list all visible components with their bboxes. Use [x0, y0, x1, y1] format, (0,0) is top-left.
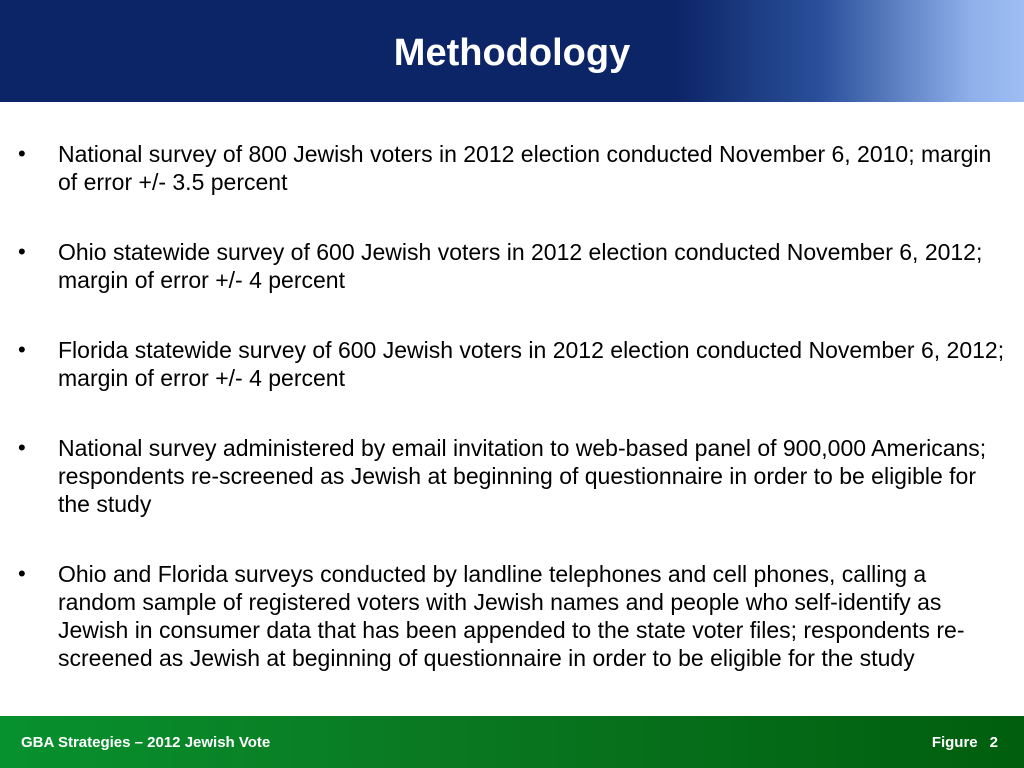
figure-label	[932, 733, 998, 753]
bullet-icon: •	[18, 239, 26, 264]
figure-number: 2	[989, 734, 998, 751]
bullet-icon: •	[18, 561, 26, 586]
footer-source: GBA Strategies – 2012 Jewish Vote	[21, 734, 271, 751]
bullet-icon: •	[18, 337, 26, 362]
bullet-text: Florida statewide survey of 600 Jewish voters in 2012 election conducted November 6, 2012; margin of error +/- 4 percent	[58, 337, 1005, 391]
slide-title: Methodology	[393, 32, 631, 74]
title-bar	[0, 0, 1024, 102]
figure-text: Figure	[931, 734, 978, 751]
bullet-text: National survey of 800 Jewish voters in 2012 election conducted November 6, 2010; margin of error +/- 3.5 percent	[58, 141, 992, 195]
bullet-text: Ohio statewide survey of 600 Jewish voters in 2012 election conducted November 6, 2012; margin of error +/- 4 percent	[58, 239, 983, 293]
footer-bar	[0, 716, 1024, 768]
bullet-icon: •	[18, 141, 26, 166]
bullet-text: Ohio and Florida surveys conducted by landline telephones and cell phones, calling a random sample of registered voters with Jewish names and people who self-identify as Jewish in consumer data that has been appended to the state voter files; respondents re-screened as Jewish at beginning of questionnaire in order to be eligible for the study	[58, 561, 965, 671]
bullet-text: National survey administered by email invitation to web-based panel of 900,000 Americans; respondents re-screened as Jewish at beginning of questionnaire in order to be eligible for the study	[58, 435, 987, 517]
bullet-icon: •	[18, 435, 26, 460]
